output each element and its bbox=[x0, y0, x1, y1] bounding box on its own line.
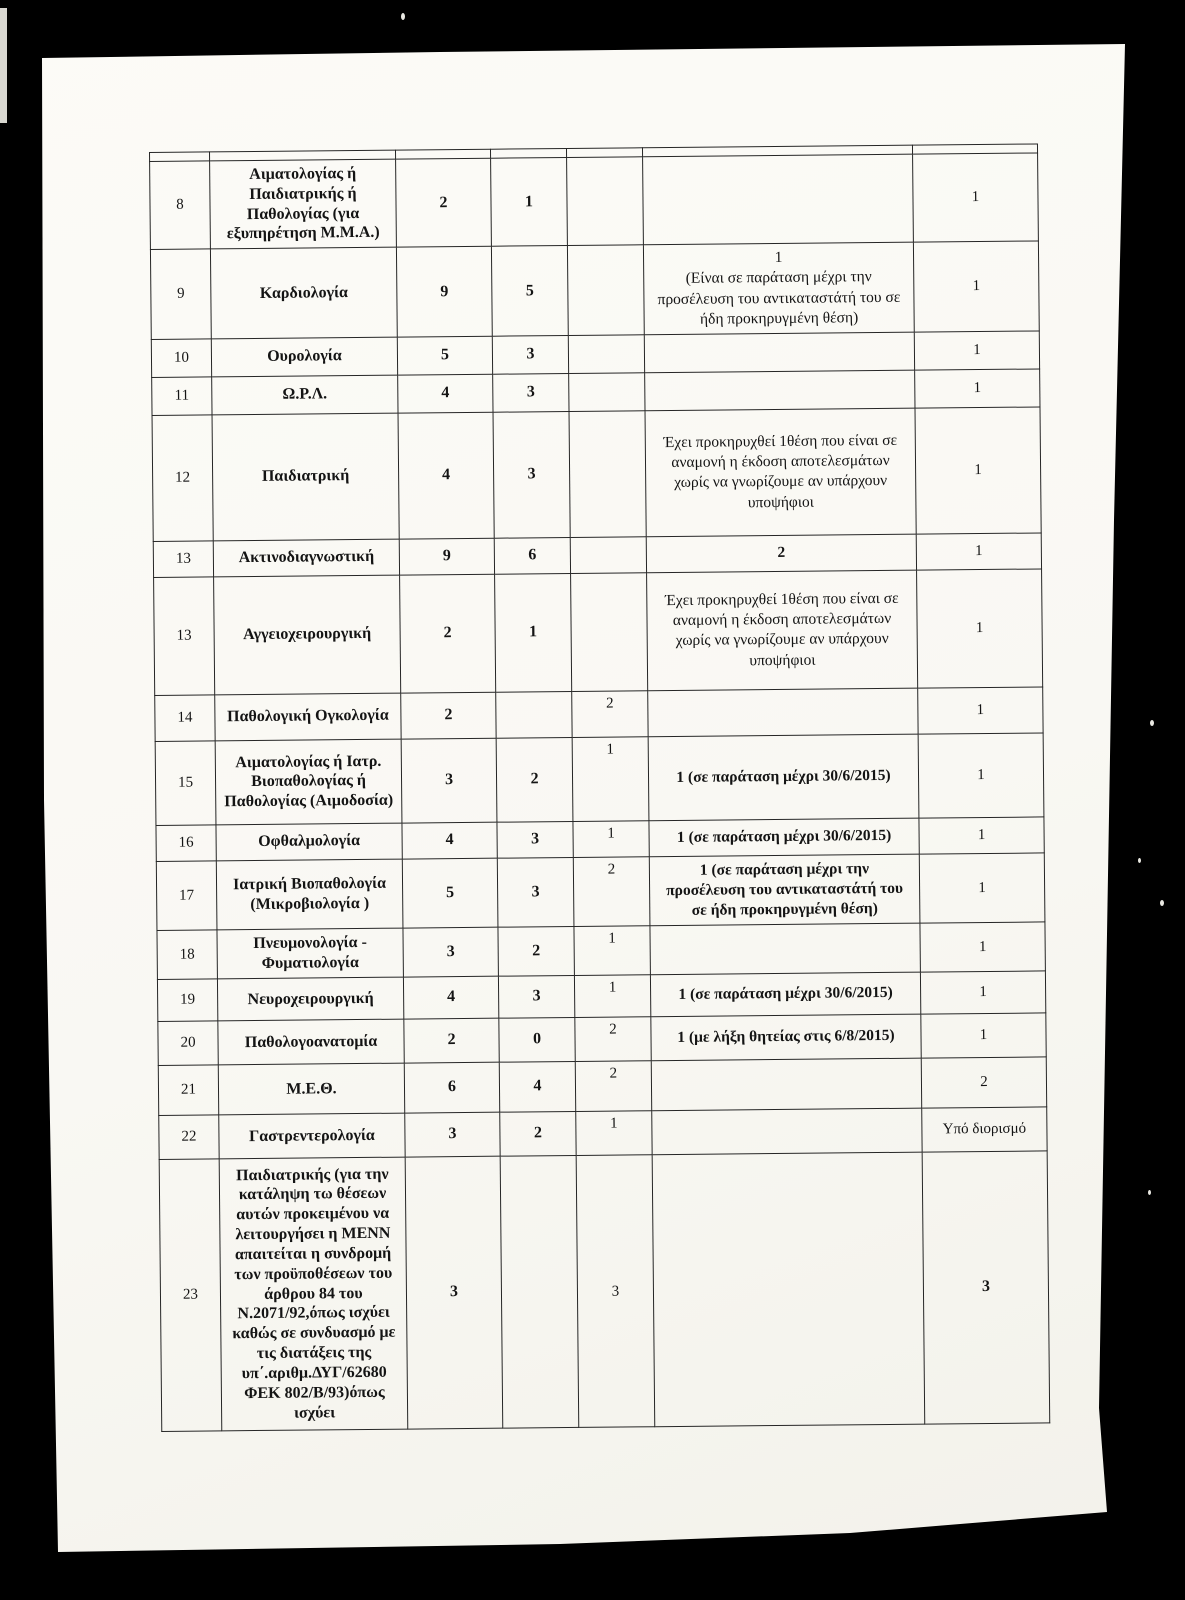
count-a-cell: 3 bbox=[401, 738, 497, 823]
specialty-cell: Αιματολογίας ή Παιδιατρικής ή Παθολογίας (για εξυπηρέτηση Μ.Μ.Α.) bbox=[210, 159, 397, 249]
specialty-cell: Πνευμονολογία - Φυματιολογία bbox=[217, 928, 403, 978]
row-number-cell: 23 bbox=[159, 1159, 222, 1432]
count-c-cell: 1 bbox=[574, 975, 650, 1018]
status-cell: 1 bbox=[918, 733, 1044, 818]
status-cell: 1 bbox=[914, 331, 1039, 370]
count-a-cell: 9 bbox=[396, 247, 492, 337]
specialty-cell: Νευροχειρουργική bbox=[217, 977, 403, 1021]
count-c-cell bbox=[567, 245, 644, 335]
count-b-cell: 3 bbox=[497, 821, 573, 858]
specialty-cell: Παθολογοανατομία bbox=[218, 1019, 404, 1065]
count-b-cell: 2 bbox=[498, 927, 574, 976]
status-cell: 1 bbox=[920, 971, 1045, 1014]
row-number-cell: 12 bbox=[152, 415, 213, 542]
notes-cell: 1 (Είναι σε παράταση μέχρι την προσέλευση του αντικαταστάτή του σε ήδη προκηρυγμένη θέση) bbox=[643, 242, 914, 334]
dust-speck bbox=[1160, 900, 1164, 906]
notes-cell bbox=[652, 1152, 925, 1427]
count-a-cell: 5 bbox=[397, 336, 492, 375]
status-cell: 1 bbox=[913, 241, 1039, 332]
notes-cell: Έχει προκηρυχθεί 1θέση που είναι σε αναμονή η έκδοση αποτελεσμάτων χωρίς να γνωρίζουμε αν υπάρχουν υποψήφιοι bbox=[645, 408, 916, 537]
status-cell: 1 bbox=[915, 407, 1041, 534]
notes-cell bbox=[652, 1108, 922, 1155]
count-c-cell: 1 bbox=[574, 926, 650, 975]
count-a-cell: 3 bbox=[403, 927, 498, 977]
count-b-cell: 6 bbox=[494, 537, 570, 574]
notes-cell: 2 bbox=[646, 534, 916, 573]
count-a-cell: 3 bbox=[405, 1156, 503, 1429]
notes-cell bbox=[643, 154, 914, 245]
dust-speck bbox=[1150, 720, 1154, 726]
dust-speck bbox=[1138, 858, 1141, 863]
specialty-cell: Ουρολογία bbox=[211, 337, 397, 377]
row-number-cell: 9 bbox=[150, 249, 211, 339]
notes-cell bbox=[648, 688, 918, 737]
count-a-cell: 4 bbox=[403, 976, 498, 1019]
row-number-cell: 14 bbox=[155, 695, 215, 742]
dust-speck bbox=[1148, 1190, 1151, 1195]
notes-cell bbox=[650, 923, 920, 974]
row-number-cell: 18 bbox=[157, 930, 217, 979]
count-c-cell bbox=[569, 411, 646, 538]
row-number-cell: 20 bbox=[158, 1021, 218, 1066]
count-a-cell: 5 bbox=[402, 858, 498, 928]
count-b-cell: 2 bbox=[500, 1111, 576, 1156]
count-b-cell: 1 bbox=[495, 573, 572, 692]
count-a-cell: 3 bbox=[405, 1112, 500, 1157]
count-c-cell: 1 bbox=[576, 1111, 652, 1156]
status-cell: 1 bbox=[918, 687, 1043, 734]
count-b-cell: 3 bbox=[498, 975, 574, 1018]
status-cell: 1 bbox=[919, 817, 1044, 854]
count-b-cell: 3 bbox=[493, 373, 569, 412]
count-a-cell: 4 bbox=[398, 374, 493, 413]
row-number-cell: 10 bbox=[151, 339, 211, 378]
table-area bbox=[149, 143, 1050, 1431]
count-a-cell: 4 bbox=[398, 412, 494, 539]
notes-cell bbox=[651, 1058, 921, 1111]
notes-cell: 1 (σε παράταση μέχρι 30/6/2015) bbox=[648, 734, 919, 821]
count-a-cell: 2 bbox=[404, 1018, 499, 1063]
status-cell: 1 bbox=[920, 922, 1045, 972]
dust-speck bbox=[401, 13, 405, 20]
row-number-cell: 16 bbox=[156, 825, 216, 862]
specialty-cell: Καρδιολογία bbox=[210, 247, 397, 338]
status-cell: Υπό διορισμό bbox=[922, 1107, 1047, 1152]
count-c-cell: 1 bbox=[572, 737, 649, 822]
notes-cell bbox=[645, 370, 915, 411]
table-row bbox=[155, 733, 1044, 826]
row-number-cell: 17 bbox=[156, 861, 217, 931]
positions-table bbox=[149, 143, 1050, 1431]
status-cell: 1 bbox=[916, 533, 1041, 570]
count-b-cell bbox=[500, 1155, 579, 1428]
count-a-cell: 2 bbox=[401, 692, 496, 739]
row-number-cell: 19 bbox=[157, 979, 217, 1022]
count-b-cell: 5 bbox=[491, 246, 568, 336]
notes-cell: 1 (σε παράταση μέχρι 30/6/2015) bbox=[649, 818, 919, 857]
count-a-cell: 4 bbox=[402, 822, 497, 859]
count-b-cell: 4 bbox=[499, 1061, 575, 1112]
count-c-cell bbox=[571, 573, 648, 692]
specialty-cell: Μ.Ε.Θ. bbox=[218, 1063, 404, 1115]
table-row bbox=[156, 853, 1045, 931]
specialty-cell: Γαστρεντερολογία bbox=[219, 1113, 405, 1159]
count-b-cell: 2 bbox=[496, 737, 573, 822]
count-a-cell: 6 bbox=[404, 1062, 499, 1113]
specialty-cell: Ιατρική Βιοπαθολογία (Μικροβιολογία ) bbox=[216, 859, 403, 930]
specialty-cell: Παθολογική Ογκολογία bbox=[215, 693, 401, 741]
count-a-cell: 2 bbox=[396, 158, 492, 247]
specialty-cell: Παιδιατρικής (για την κατάληψη τω θέσεων αυτών προκειμένου να λειτουργήσει η ΜΕΝΝ απαιτείται η συνδρομή των προϋποθέσεων του άρθρου 84 του Ν.2071/92,όπως ισχύει καθώς σε συνδυασμό με τις διατάξεις της υπ΄.αριθμ.ΔΥΓ/62680 ΦΕΚ 802/Β/93)όπως ισχύει bbox=[219, 1157, 408, 1431]
specialty-cell: Οφθαλμολογία bbox=[216, 823, 402, 861]
count-c-cell: 2 bbox=[575, 1061, 651, 1112]
row-number-cell: 15 bbox=[155, 741, 216, 826]
count-c-cell bbox=[570, 537, 646, 574]
row-number-cell: 11 bbox=[152, 377, 212, 416]
count-c-cell: 2 bbox=[575, 1017, 651, 1062]
count-b-cell: 0 bbox=[499, 1017, 575, 1062]
specialty-cell: Ω.Ρ.Λ. bbox=[212, 375, 398, 415]
status-cell: 1 bbox=[913, 153, 1039, 243]
row-number-cell: 21 bbox=[158, 1065, 218, 1116]
notes-cell: 1 (με λήξη θητείας στις 6/8/2015) bbox=[651, 1014, 921, 1061]
row-number-cell: 22 bbox=[159, 1115, 219, 1160]
count-c-cell: 2 bbox=[572, 691, 648, 738]
row-number-cell: 8 bbox=[150, 161, 211, 250]
notes-cell: 1 (σε παράταση μέχρι την προσέλευση του αντικαταστάτή του σε ήδη προκηρυγμένη θέση) bbox=[649, 854, 920, 926]
count-c-cell: 3 bbox=[576, 1155, 655, 1428]
count-c-cell bbox=[568, 335, 644, 374]
table-row bbox=[157, 922, 1045, 979]
status-cell: 3 bbox=[922, 1151, 1050, 1424]
count-a-cell: 9 bbox=[399, 538, 494, 575]
specialty-cell: Αιματολογίας ή Ιατρ. Βιοπαθολογίας ή Παθολογίας (Αιμοδοσία) bbox=[215, 739, 402, 825]
status-cell: 1 bbox=[915, 369, 1040, 408]
count-b-cell bbox=[496, 691, 572, 738]
notes-cell: 1 (σε παράταση μέχρι 30/6/2015) bbox=[650, 972, 920, 1017]
table-row bbox=[159, 1151, 1050, 1432]
status-cell: 2 bbox=[921, 1057, 1046, 1108]
table-row bbox=[154, 569, 1043, 696]
table-row bbox=[152, 407, 1041, 542]
row-number-cell: 13 bbox=[153, 541, 213, 578]
count-c-cell: 1 bbox=[573, 821, 649, 858]
notes-cell bbox=[644, 332, 914, 373]
row-number-cell: 13 bbox=[154, 577, 215, 696]
count-b-cell: 3 bbox=[493, 411, 570, 538]
specialty-cell: Παιδιατρική bbox=[212, 413, 399, 541]
specialty-cell: Αγγειοχειρουργική bbox=[214, 575, 401, 695]
count-b-cell: 3 bbox=[497, 857, 574, 927]
page-edge-sliver bbox=[0, 8, 7, 123]
table-row bbox=[150, 153, 1039, 250]
count-b-cell: 1 bbox=[491, 157, 568, 246]
table-row bbox=[150, 241, 1039, 339]
count-c-cell: 2 bbox=[573, 857, 650, 927]
status-cell: 1 bbox=[921, 1013, 1046, 1058]
count-a-cell: 2 bbox=[400, 574, 496, 693]
table-row bbox=[158, 1057, 1046, 1116]
count-c-cell bbox=[567, 157, 644, 246]
notes-cell: Έχει προκηρυχθεί 1θέση που είναι σε αναμονή η έκδοση αποτελεσμάτων χωρίς να γνωρίζουμε αν υπάρχουν υποψήφιοι bbox=[647, 570, 918, 691]
count-b-cell: 3 bbox=[492, 335, 568, 374]
count-c-cell bbox=[569, 373, 645, 412]
status-cell: 1 bbox=[919, 853, 1045, 924]
status-cell: 1 bbox=[917, 569, 1043, 688]
specialty-cell: Ακτινοδιαγνωστική bbox=[213, 539, 399, 577]
